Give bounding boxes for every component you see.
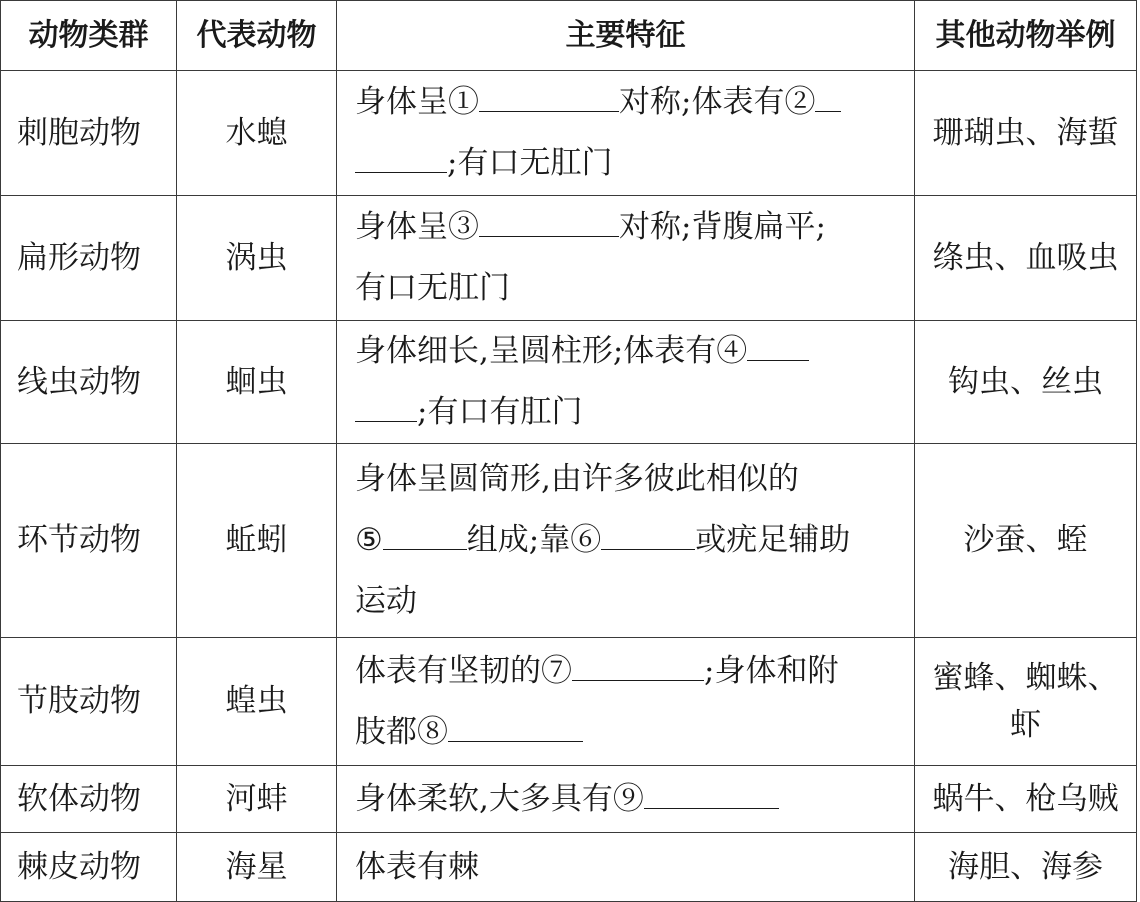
- feature-text: 肢都⑧: [355, 713, 448, 750]
- features-cell: [337, 833, 915, 902]
- answer-blank-9[interactable]: [644, 778, 779, 809]
- table-row: [1, 766, 1137, 833]
- answer-blank-8[interactable]: [448, 711, 583, 742]
- table-row: [1, 71, 1137, 196]
- features-cell: [337, 71, 915, 196]
- feature-text: 身体呈①: [355, 84, 479, 120]
- table-row: [1, 638, 1137, 766]
- examples-cell: 蜜蜂、蜘蛛、虾: [915, 638, 1137, 766]
- group-cell: 棘皮动物: [1, 833, 177, 902]
- examples-cell: 钩虫、丝虫: [915, 321, 1137, 444]
- header-features: 主要特征: [337, 1, 915, 71]
- group-cell: 节肢动物: [1, 638, 177, 766]
- group-cell: 环节动物: [1, 444, 177, 638]
- answer-blank-7[interactable]: [572, 650, 704, 681]
- examples-cell: 绦虫、血吸虫: [915, 196, 1137, 321]
- header-examples: 其他动物举例: [915, 1, 1137, 71]
- answer-blank-6[interactable]: [601, 519, 695, 550]
- feature-text: ;有口有肛门: [417, 394, 583, 430]
- feature-text: 体表有坚韧的⑦: [355, 652, 572, 689]
- feature-text: 有口无肛门: [355, 270, 510, 306]
- group-cell: 扁形动物: [1, 196, 177, 321]
- feature-text: 组成;靠⑥: [466, 522, 602, 558]
- representative-cell: 河蚌: [177, 766, 337, 833]
- feature-text: 身体呈③: [355, 209, 479, 245]
- table-row: [1, 196, 1137, 321]
- examples-cell: 珊瑚虫、海蜇: [915, 71, 1137, 196]
- representative-cell: 水螅: [177, 71, 337, 196]
- examples-cell: 沙蚕、蛭: [915, 444, 1137, 638]
- table-row: [1, 444, 1137, 638]
- feature-text: 对称;体表有②: [619, 84, 816, 120]
- features-cell: [337, 444, 915, 638]
- group-cell: 软体动物: [1, 766, 177, 833]
- answer-blank-3[interactable]: [479, 206, 619, 237]
- feature-text: ;有口无肛门: [447, 145, 613, 181]
- features-cell: [337, 766, 915, 833]
- header-group: 动物类群: [1, 1, 177, 71]
- answer-blank-4[interactable]: [747, 330, 809, 361]
- header-representative: 代表动物: [177, 1, 337, 71]
- answer-blank-2[interactable]: [815, 81, 841, 112]
- table-row: [1, 833, 1137, 902]
- features-cell: [337, 196, 915, 321]
- feature-text: 身体柔软,大多具有⑨: [355, 780, 644, 817]
- group-cell: 线虫动物: [1, 321, 177, 444]
- table-header-row: [1, 1, 1137, 71]
- representative-cell: 涡虫: [177, 196, 337, 321]
- examples-cell: 蜗牛、枪乌贼: [915, 766, 1137, 833]
- features-cell: [337, 321, 915, 444]
- representative-cell: 蝗虫: [177, 638, 337, 766]
- feature-text: 或疣足辅助: [695, 522, 851, 558]
- representative-cell: 蛔虫: [177, 321, 337, 444]
- answer-blank-2-cont[interactable]: [355, 142, 447, 173]
- features-cell: [337, 638, 915, 766]
- representative-cell: 蚯蚓: [177, 444, 337, 638]
- answer-blank-5[interactable]: [383, 519, 467, 550]
- feature-text: 身体呈圆筒形,由许多彼此相似的: [355, 461, 799, 497]
- answer-blank-1[interactable]: [479, 81, 619, 112]
- feature-text: 身体细长,呈圆柱形;体表有④: [355, 333, 748, 369]
- feature-text: 运动: [355, 583, 417, 619]
- feature-text: ;身体和附: [704, 652, 839, 689]
- table-row: [1, 321, 1137, 444]
- group-cell: 刺胞动物: [1, 71, 177, 196]
- answer-blank-4-cont[interactable]: [355, 391, 417, 422]
- feature-text: ⑤: [355, 522, 383, 558]
- feature-text: 体表有棘: [355, 848, 479, 885]
- representative-cell: 海星: [177, 833, 337, 902]
- examples-cell: 海胆、海参: [915, 833, 1137, 902]
- feature-text: 对称;背腹扁平;: [619, 209, 826, 245]
